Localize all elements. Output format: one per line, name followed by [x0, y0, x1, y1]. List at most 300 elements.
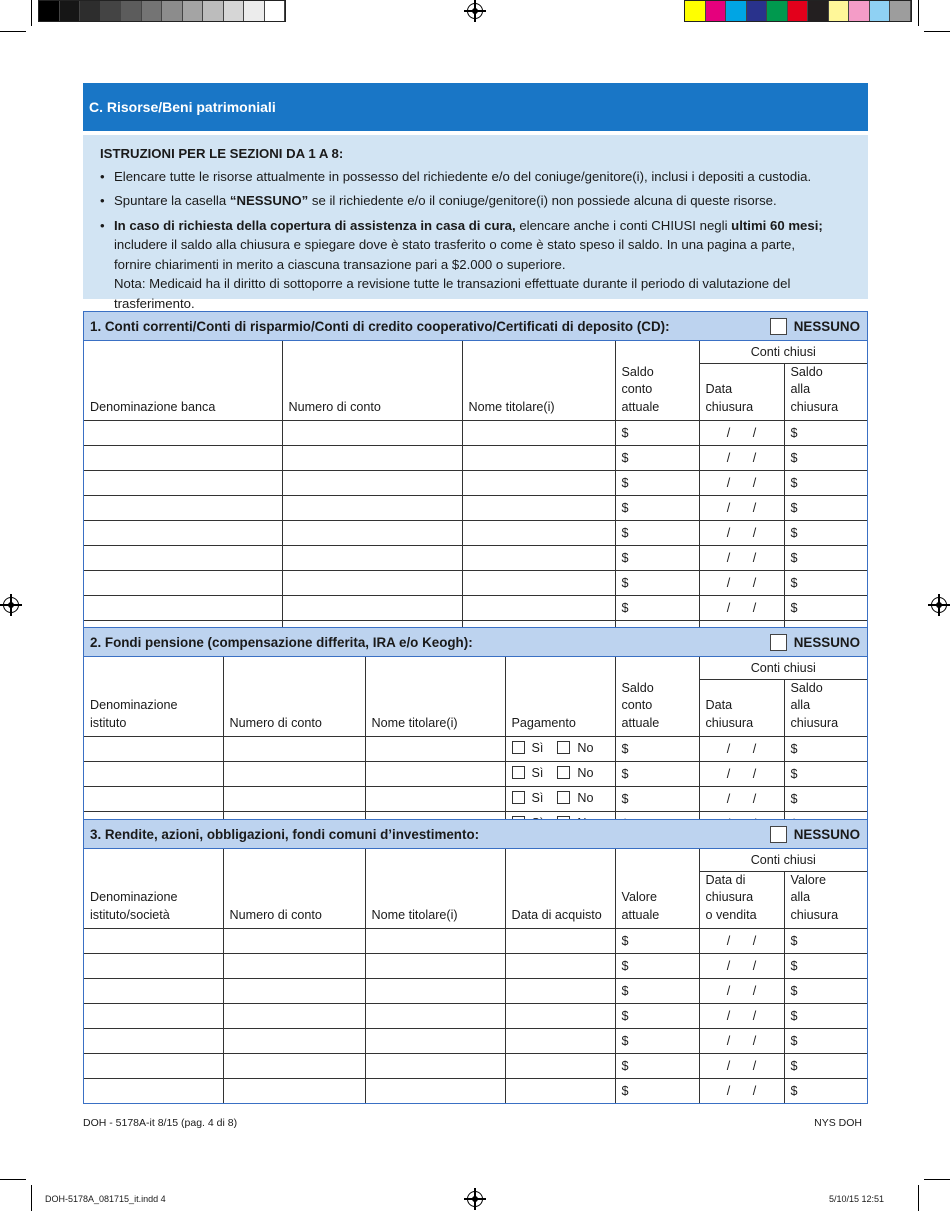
current-balance-field[interactable] [615, 446, 699, 471]
yes-checkbox[interactable] [512, 791, 544, 805]
account-number-field[interactable] [282, 521, 462, 546]
section-header [84, 820, 867, 849]
closing-date-field[interactable] [699, 1029, 784, 1054]
closing-date-field[interactable] [699, 1004, 784, 1029]
current-balance-field[interactable] [615, 496, 699, 521]
crop-mark [0, 31, 26, 32]
section-investments [83, 819, 868, 1104]
currency-symbol: $ [621, 792, 629, 806]
purchase-date-field[interactable] [505, 1054, 615, 1079]
color-swatch [224, 1, 245, 21]
instruction-text: Spuntare la casella [114, 193, 230, 208]
current-balance-field[interactable] [615, 1079, 699, 1104]
table-row [84, 979, 867, 1004]
account-number-field[interactable] [223, 954, 365, 979]
holder-name-field[interactable] [365, 929, 505, 954]
holder-name-field[interactable] [365, 1079, 505, 1104]
holder-name-field[interactable] [462, 496, 615, 521]
payment-choice [505, 762, 615, 787]
date-separator: / [752, 526, 757, 540]
table-row [84, 471, 867, 496]
yes-label: Sì [531, 790, 544, 805]
no-label: No [577, 765, 594, 780]
instruction-text: includere il saldo alla chiusura e spiegare dove è stato trasferito o come è stato speso il saldo. In una pagina a parte, [114, 237, 796, 252]
date-separator: / [752, 934, 757, 948]
investments-table [84, 849, 867, 1103]
col-header: Saldo conto attuale [615, 657, 699, 737]
color-swatch [726, 1, 747, 21]
checkbox-icon[interactable] [512, 766, 525, 779]
closing-balance-field[interactable] [784, 1004, 867, 1029]
none-label: NESSUNO [793, 826, 860, 842]
col-header: Denominazione banca [84, 341, 282, 421]
currency-symbol: $ [621, 501, 629, 515]
currency-symbol: $ [790, 476, 798, 490]
color-swatch [80, 1, 101, 21]
institution-name-field[interactable] [84, 596, 282, 621]
purchase-date-field[interactable] [505, 979, 615, 1004]
date-separator: / [726, 934, 731, 948]
table-row [84, 954, 867, 979]
currency-symbol: $ [621, 934, 629, 948]
col-header: Valore attuale [615, 849, 699, 929]
crop-mark [0, 1179, 26, 1180]
date-separator: / [752, 476, 757, 490]
institution-name-field[interactable] [84, 471, 282, 496]
crop-mark [918, 0, 919, 26]
date-separator: / [726, 476, 731, 490]
instruction-text: se il richiedente e/o il coniuge/genitore(i) non possiede alcuna di queste risorse. [308, 193, 777, 208]
color-swatch [849, 1, 870, 21]
table-row [84, 929, 867, 954]
current-balance-field[interactable] [615, 787, 699, 812]
institution-name-field[interactable] [84, 787, 223, 812]
currency-symbol: $ [790, 451, 798, 465]
date-separator: / [726, 1009, 731, 1023]
instruction-emphasis: “NESSUNO” [229, 193, 309, 208]
currency-symbol: $ [621, 742, 629, 756]
holder-name-field[interactable] [462, 446, 615, 471]
holder-name-field[interactable] [365, 1004, 505, 1029]
color-swatch [265, 1, 286, 21]
date-separator: / [726, 1059, 731, 1073]
date-separator: / [752, 426, 757, 440]
crop-mark [918, 1185, 919, 1211]
currency-symbol: $ [790, 934, 798, 948]
none-label: NESSUNO [793, 318, 860, 334]
table-row [84, 446, 867, 471]
registration-mark-icon [467, 1191, 483, 1207]
closing-balance-field[interactable] [784, 929, 867, 954]
color-swatch [101, 1, 122, 21]
table-row [84, 1029, 867, 1054]
currency-symbol: $ [621, 1009, 629, 1023]
holder-name-field[interactable] [365, 1054, 505, 1079]
current-balance-field[interactable] [615, 596, 699, 621]
col-header: Data di acquisto [505, 849, 615, 929]
date-separator: / [752, 601, 757, 615]
current-balance-field[interactable] [615, 762, 699, 787]
section-header [84, 628, 867, 657]
col-header: Numero di conto [223, 657, 365, 737]
date-separator: / [726, 742, 731, 756]
currency-symbol: $ [790, 1034, 798, 1048]
institution-name-field[interactable] [84, 979, 223, 1004]
closing-balance-field[interactable] [784, 471, 867, 496]
color-swatch [890, 1, 911, 21]
currency-symbol: $ [621, 576, 629, 590]
closing-date-field[interactable] [699, 737, 784, 762]
current-balance-field[interactable] [615, 1054, 699, 1079]
instruction-emphasis: ultimi 60 mesi; [731, 217, 823, 233]
date-separator: / [752, 767, 757, 781]
closing-balance-field[interactable] [784, 1079, 867, 1104]
purchase-date-field[interactable] [505, 954, 615, 979]
current-balance-field[interactable] [615, 979, 699, 1004]
currency-symbol: $ [621, 601, 629, 615]
holder-name-field[interactable] [462, 471, 615, 496]
col-header: Nome titolare(i) [462, 341, 615, 421]
col-header: Saldo alla chiusura [784, 679, 867, 737]
account-number-field[interactable] [223, 979, 365, 1004]
instruction-emphasis: In caso di richiesta della copertura di assistenza in casa di cura, [114, 217, 516, 233]
institution-name-field[interactable] [84, 1004, 223, 1029]
closed-accounts-header: Conti chiusi [699, 657, 867, 679]
closing-balance-field[interactable] [784, 496, 867, 521]
account-number-field[interactable] [282, 546, 462, 571]
color-swatch [60, 1, 81, 21]
none-checkbox[interactable] [770, 826, 860, 843]
checkbox-icon[interactable] [770, 634, 787, 651]
no-checkbox[interactable] [557, 766, 593, 780]
current-balance-field[interactable] [615, 421, 699, 446]
holder-name-field[interactable] [462, 521, 615, 546]
closing-date-field[interactable] [699, 762, 784, 787]
institution-name-field[interactable] [84, 421, 282, 446]
checkbox-icon[interactable] [557, 766, 570, 779]
date-separator: / [752, 1034, 757, 1048]
currency-symbol: $ [790, 526, 798, 540]
pension-funds-table [84, 657, 867, 836]
grayscale-color-bar [38, 0, 286, 22]
current-balance-field[interactable] [615, 1029, 699, 1054]
closing-balance-field[interactable] [784, 762, 867, 787]
col-header: Pagamento [505, 657, 615, 737]
closing-date-field[interactable] [699, 1079, 784, 1104]
col-header: Numero di conto [223, 849, 365, 929]
current-balance-field[interactable] [615, 1004, 699, 1029]
col-header: Saldo conto attuale [615, 341, 699, 421]
color-swatch [767, 1, 788, 21]
no-checkbox[interactable] [557, 741, 593, 755]
institution-name-field[interactable] [84, 954, 223, 979]
holder-name-field[interactable] [462, 546, 615, 571]
current-balance-field[interactable] [615, 571, 699, 596]
bank-accounts-table [84, 341, 867, 645]
currency-symbol: $ [790, 792, 798, 806]
current-balance-field[interactable] [615, 546, 699, 571]
closing-balance-field[interactable] [784, 737, 867, 762]
closing-balance-field[interactable] [784, 1029, 867, 1054]
closing-date-field[interactable] [699, 787, 784, 812]
institution-name-field[interactable] [84, 1029, 223, 1054]
color-swatch [121, 1, 142, 21]
holder-name-field[interactable] [365, 787, 505, 812]
currency-symbol: $ [621, 526, 629, 540]
date-separator: / [726, 767, 731, 781]
account-number-field[interactable] [282, 421, 462, 446]
table-row [84, 546, 867, 571]
closing-date-field[interactable] [699, 546, 784, 571]
account-number-field[interactable] [223, 787, 365, 812]
currency-symbol: $ [790, 1009, 798, 1023]
account-number-field[interactable] [223, 929, 365, 954]
agency-label: NYS DOH [814, 1117, 862, 1129]
purchase-date-field[interactable] [505, 929, 615, 954]
table-row [84, 1054, 867, 1079]
col-header: Valore alla chiusura [784, 871, 867, 929]
institution-name-field[interactable] [84, 496, 282, 521]
account-number-field[interactable] [223, 1004, 365, 1029]
currency-symbol: $ [621, 476, 629, 490]
process-color-bar [684, 0, 912, 22]
crop-mark [924, 31, 950, 32]
currency-symbol: $ [790, 1084, 798, 1098]
date-separator: / [726, 426, 731, 440]
closing-date-field[interactable] [699, 596, 784, 621]
institution-name-field[interactable] [84, 571, 282, 596]
checkbox-icon[interactable] [770, 318, 787, 335]
checkbox-icon[interactable] [557, 741, 570, 754]
color-swatch [808, 1, 829, 21]
institution-name-field[interactable] [84, 929, 223, 954]
currency-symbol: $ [621, 984, 629, 998]
holder-name-field[interactable] [462, 421, 615, 446]
col-header: Saldo alla chiusura [784, 363, 867, 421]
crop-mark [31, 1185, 32, 1211]
color-swatch [162, 1, 183, 21]
closing-date-field[interactable] [699, 571, 784, 596]
date-separator: / [752, 742, 757, 756]
account-number-field[interactable] [223, 762, 365, 787]
closing-balance-field[interactable] [784, 546, 867, 571]
holder-name-field[interactable] [365, 762, 505, 787]
instruction-note: Nota: Medicaid ha il diritto di sottoporre a revisione tutte le transazioni effettuate durante il periodo di valutazione del trasferimento. [114, 276, 791, 311]
purchase-date-field[interactable] [505, 1079, 615, 1104]
none-checkbox[interactable] [770, 318, 860, 335]
col-header: Data chiusura [699, 363, 784, 421]
closing-date-field[interactable] [699, 496, 784, 521]
institution-name-field[interactable] [84, 446, 282, 471]
closing-balance-field[interactable] [784, 421, 867, 446]
date-separator: / [726, 1034, 731, 1048]
instruction-text: fornire chiarimenti in merito a ciascuna transazione pari a $2.000 o superiore. [114, 256, 566, 272]
payment-choice [505, 737, 615, 762]
institution-name-field[interactable] [84, 521, 282, 546]
closing-balance-field[interactable] [784, 521, 867, 546]
institution-name-field[interactable] [84, 737, 223, 762]
instructions-box [83, 135, 868, 311]
closing-balance-field[interactable] [784, 954, 867, 979]
registration-mark-icon [467, 3, 483, 19]
color-swatch [829, 1, 850, 21]
crop-mark [924, 1179, 950, 1180]
account-number-field[interactable] [282, 496, 462, 521]
none-checkbox[interactable] [770, 634, 860, 651]
currency-symbol: $ [790, 601, 798, 615]
holder-name-field[interactable] [365, 979, 505, 1004]
closing-balance-field[interactable] [784, 571, 867, 596]
closing-date-field[interactable] [699, 446, 784, 471]
currency-symbol: $ [621, 1084, 629, 1098]
col-header: Numero di conto [282, 341, 462, 421]
date-separator: / [752, 1009, 757, 1023]
closing-date-field[interactable] [699, 979, 784, 1004]
account-number-field[interactable] [282, 446, 462, 471]
closing-balance-field[interactable] [784, 1054, 867, 1079]
current-balance-field[interactable] [615, 471, 699, 496]
none-label: NESSUNO [793, 634, 860, 650]
table-row [84, 787, 867, 812]
account-number-field[interactable] [282, 596, 462, 621]
col-header: Data di chiusura o vendita [699, 871, 784, 929]
yes-label: Sì [531, 740, 544, 755]
col-header: Data chiusura [699, 679, 784, 737]
closed-accounts-header: Conti chiusi [699, 849, 867, 871]
date-separator: / [752, 959, 757, 973]
holder-name-field[interactable] [365, 954, 505, 979]
yes-checkbox[interactable] [512, 766, 544, 780]
date-separator: / [752, 792, 757, 806]
date-separator: / [752, 551, 757, 565]
table-row [84, 521, 867, 546]
closing-date-field[interactable] [699, 471, 784, 496]
institution-name-field[interactable] [84, 546, 282, 571]
color-swatch [747, 1, 768, 21]
date-separator: / [726, 451, 731, 465]
color-swatch [142, 1, 163, 21]
closing-date-field[interactable] [699, 1054, 784, 1079]
date-separator: / [726, 551, 731, 565]
date-separator: / [752, 1084, 757, 1098]
date-separator: / [752, 451, 757, 465]
currency-symbol: $ [621, 426, 629, 440]
account-number-field[interactable] [282, 471, 462, 496]
instructions-title: ISTRUZIONI PER LE SEZIONI DA 1 A 8: [100, 146, 344, 161]
currency-symbol: $ [621, 959, 629, 973]
account-number-field[interactable] [223, 1054, 365, 1079]
institution-name-field[interactable] [84, 1054, 223, 1079]
color-swatch [183, 1, 204, 21]
date-separator: / [726, 1084, 731, 1098]
current-balance-field[interactable] [615, 521, 699, 546]
closing-balance-field[interactable] [784, 787, 867, 812]
account-number-field[interactable] [223, 1079, 365, 1104]
date-separator: / [752, 984, 757, 998]
date-separator: / [752, 1059, 757, 1073]
table-row [84, 1079, 867, 1104]
currency-symbol: $ [621, 551, 629, 565]
date-separator: / [752, 501, 757, 515]
currency-symbol: $ [621, 1034, 629, 1048]
account-number-field[interactable] [223, 737, 365, 762]
purchase-date-field[interactable] [505, 1004, 615, 1029]
account-number-field[interactable] [282, 571, 462, 596]
no-label: No [577, 740, 594, 755]
holder-name-field[interactable] [365, 737, 505, 762]
col-header: Nome titolare(i) [365, 849, 505, 929]
col-header: Denominazione istituto/società [84, 849, 223, 929]
date-separator: / [726, 792, 731, 806]
instruction-bullet [100, 216, 852, 314]
color-swatch [39, 1, 60, 21]
col-header: Denominazione istituto [84, 657, 223, 737]
checkbox-icon[interactable] [557, 791, 570, 804]
checkbox-icon[interactable] [512, 791, 525, 804]
closing-date-field[interactable] [699, 929, 784, 954]
slug-file: DOH-5178A_081715_it.indd 4 [45, 1194, 166, 1204]
section-header [84, 312, 867, 341]
col-header: Nome titolare(i) [365, 657, 505, 737]
table-row [84, 737, 867, 762]
current-balance-field[interactable] [615, 929, 699, 954]
section-heading: 3. Rendite, azioni, obbligazioni, fondi comuni d’investimento: [90, 826, 480, 842]
table-row [84, 571, 867, 596]
section-heading: 2. Fondi pensione (compensazione differita, IRA e/o Keogh): [90, 634, 473, 650]
table-row [84, 762, 867, 787]
section-title: C. Risorse/Beni patrimoniali [83, 83, 868, 131]
color-swatch [203, 1, 224, 21]
purchase-date-field[interactable] [505, 1029, 615, 1054]
account-number-field[interactable] [223, 1029, 365, 1054]
currency-symbol: $ [790, 1059, 798, 1073]
instruction-bullet [100, 191, 852, 211]
checkbox-icon[interactable] [512, 741, 525, 754]
color-swatch [244, 1, 265, 21]
institution-name-field[interactable] [84, 762, 223, 787]
closed-accounts-header: Conti chiusi [699, 341, 867, 363]
section-pension-funds [83, 627, 868, 837]
closing-date-field[interactable] [699, 954, 784, 979]
date-separator: / [726, 601, 731, 615]
crop-mark [31, 0, 32, 26]
closing-balance-field[interactable] [784, 979, 867, 1004]
closing-balance-field[interactable] [784, 596, 867, 621]
currency-symbol: $ [621, 451, 629, 465]
holder-name-field[interactable] [365, 1029, 505, 1054]
currency-symbol: $ [621, 1059, 629, 1073]
date-separator: / [752, 576, 757, 590]
date-separator: / [726, 501, 731, 515]
current-balance-field[interactable] [615, 954, 699, 979]
form-id: DOH - 5178A-it 8/15 (pag. 4 di 8) [83, 1117, 238, 1129]
date-separator: / [726, 984, 731, 998]
no-checkbox[interactable] [557, 791, 593, 805]
current-balance-field[interactable] [615, 737, 699, 762]
currency-symbol: $ [790, 742, 798, 756]
checkbox-icon[interactable] [770, 826, 787, 843]
institution-name-field[interactable] [84, 1079, 223, 1104]
closing-date-field[interactable] [699, 421, 784, 446]
registration-mark-icon [931, 597, 947, 613]
yes-label: Sì [531, 765, 544, 780]
holder-name-field[interactable] [462, 596, 615, 621]
closing-balance-field[interactable] [784, 446, 867, 471]
yes-checkbox[interactable] [512, 741, 544, 755]
closing-date-field[interactable] [699, 521, 784, 546]
date-separator: / [726, 526, 731, 540]
holder-name-field[interactable] [462, 571, 615, 596]
